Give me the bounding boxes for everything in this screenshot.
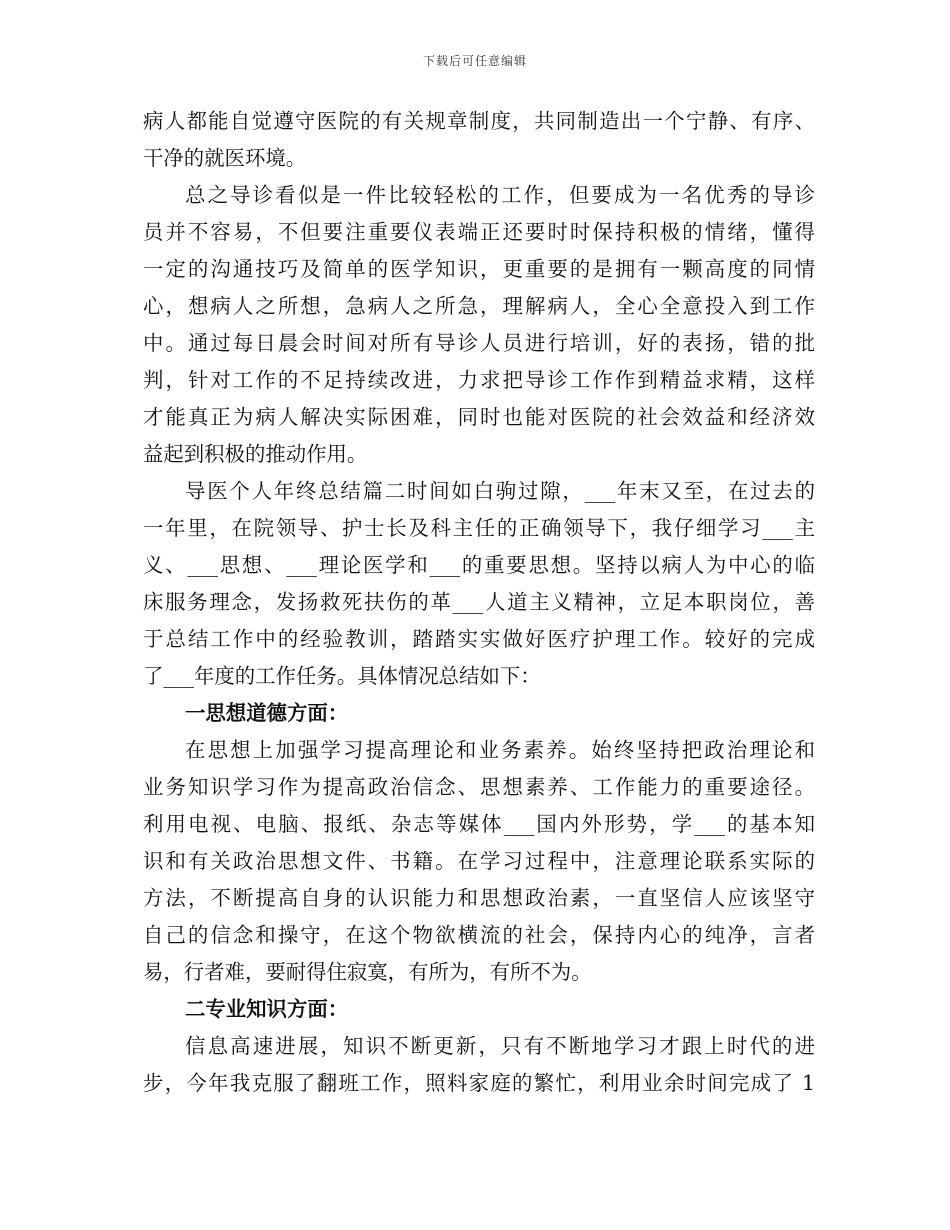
text-line: 利用电视、电脑、报纸、杂志等媒体___国内外形势，学___的基本知 [143, 812, 815, 836]
text-line: 识和有关政治思想文件、书籍。在学习过程中，注意理论联系实际的 [143, 849, 815, 873]
text-line: 才能真正为病人解决实际困难，同时也能对医院的社会效益和经济效 [143, 405, 815, 429]
page-header: 下载后可任意编辑 [422, 54, 527, 68]
text-line: 信息高速进展，知识不断更新，只有不断地学习才跟上时代的进 [185, 1034, 815, 1058]
text-line: 方法，不断提高自身的认识能力和思想政治素，一直坚信人应该坚守 [143, 886, 815, 910]
document-body [143, 103, 815, 1102]
text-line: 一年里，在院领导、护士长及科主任的正确领导下，我仔细学习___主 [143, 516, 815, 540]
section-heading: 一思想道德方面： [185, 701, 349, 725]
text-line: 易，行者难，要耐得住寂寞，有所为，有所不为。 [143, 960, 592, 984]
text-line: 判，针对工作的不足持续改进，力求把导诊工作作到精益求精，这样 [143, 368, 815, 392]
text-line: 导医个人年终总结篇二时间如白驹过隙，___年末又至，在过去的 [185, 479, 815, 503]
text-line: 中。通过每日晨会时间对所有导诊人员进行培训，好的表扬，错的批 [143, 331, 815, 355]
text-line: 自己的信念和操守，在这个物欲横流的社会，保持内心的纯净，言者 [143, 923, 815, 947]
text-line: 了___年度的工作任务。具体情况总结如下： [143, 664, 541, 688]
text-line: 总之导诊看似是一件比较轻松的工作，但要成为一名优秀的导诊 [185, 183, 815, 207]
text-line: 义、___思想、___理论医学和___的重要思想。坚持以病人为中心的临 [143, 553, 815, 577]
text-line: 干净的就医环境。 [143, 146, 307, 170]
text-line: 病人都能自觉遵守医院的有关规章制度，共同制造出一个宁静、有序、 [143, 109, 815, 133]
text-line: 于总结工作中的经验教训，踏踏实实做好医疗护理工作。较好的完成 [143, 627, 815, 651]
section-heading: 二专业知识方面： [185, 997, 349, 1021]
text-line: 益起到积极的推动作用。 [143, 442, 368, 466]
text-line: 一定的沟通技巧及简单的医学知识，更重要的是拥有一颗高度的同情 [143, 257, 815, 281]
text-line: 步，今年我克服了翻班工作，照料家庭的繁忙，利用业余时间完成了 1 [143, 1071, 815, 1095]
text-line: 员并不容易，不但要注重要仪表端正还要时时保持积极的情绪，懂得 [143, 220, 815, 244]
text-line: 床服务理念，发扬救死扶伤的革___人道主义精神，立足本职岗位，善 [143, 590, 815, 614]
text-line: 业务知识学习作为提高政治信念、思想素养、工作能力的重要途径。 [143, 775, 815, 799]
text-line: 在思想上加强学习提高理论和业务素养。始终坚持把政治理论和 [185, 738, 815, 762]
text-line: 心，想病人之所想，急病人之所急，理解病人，全心全意投入到工作 [143, 294, 815, 318]
